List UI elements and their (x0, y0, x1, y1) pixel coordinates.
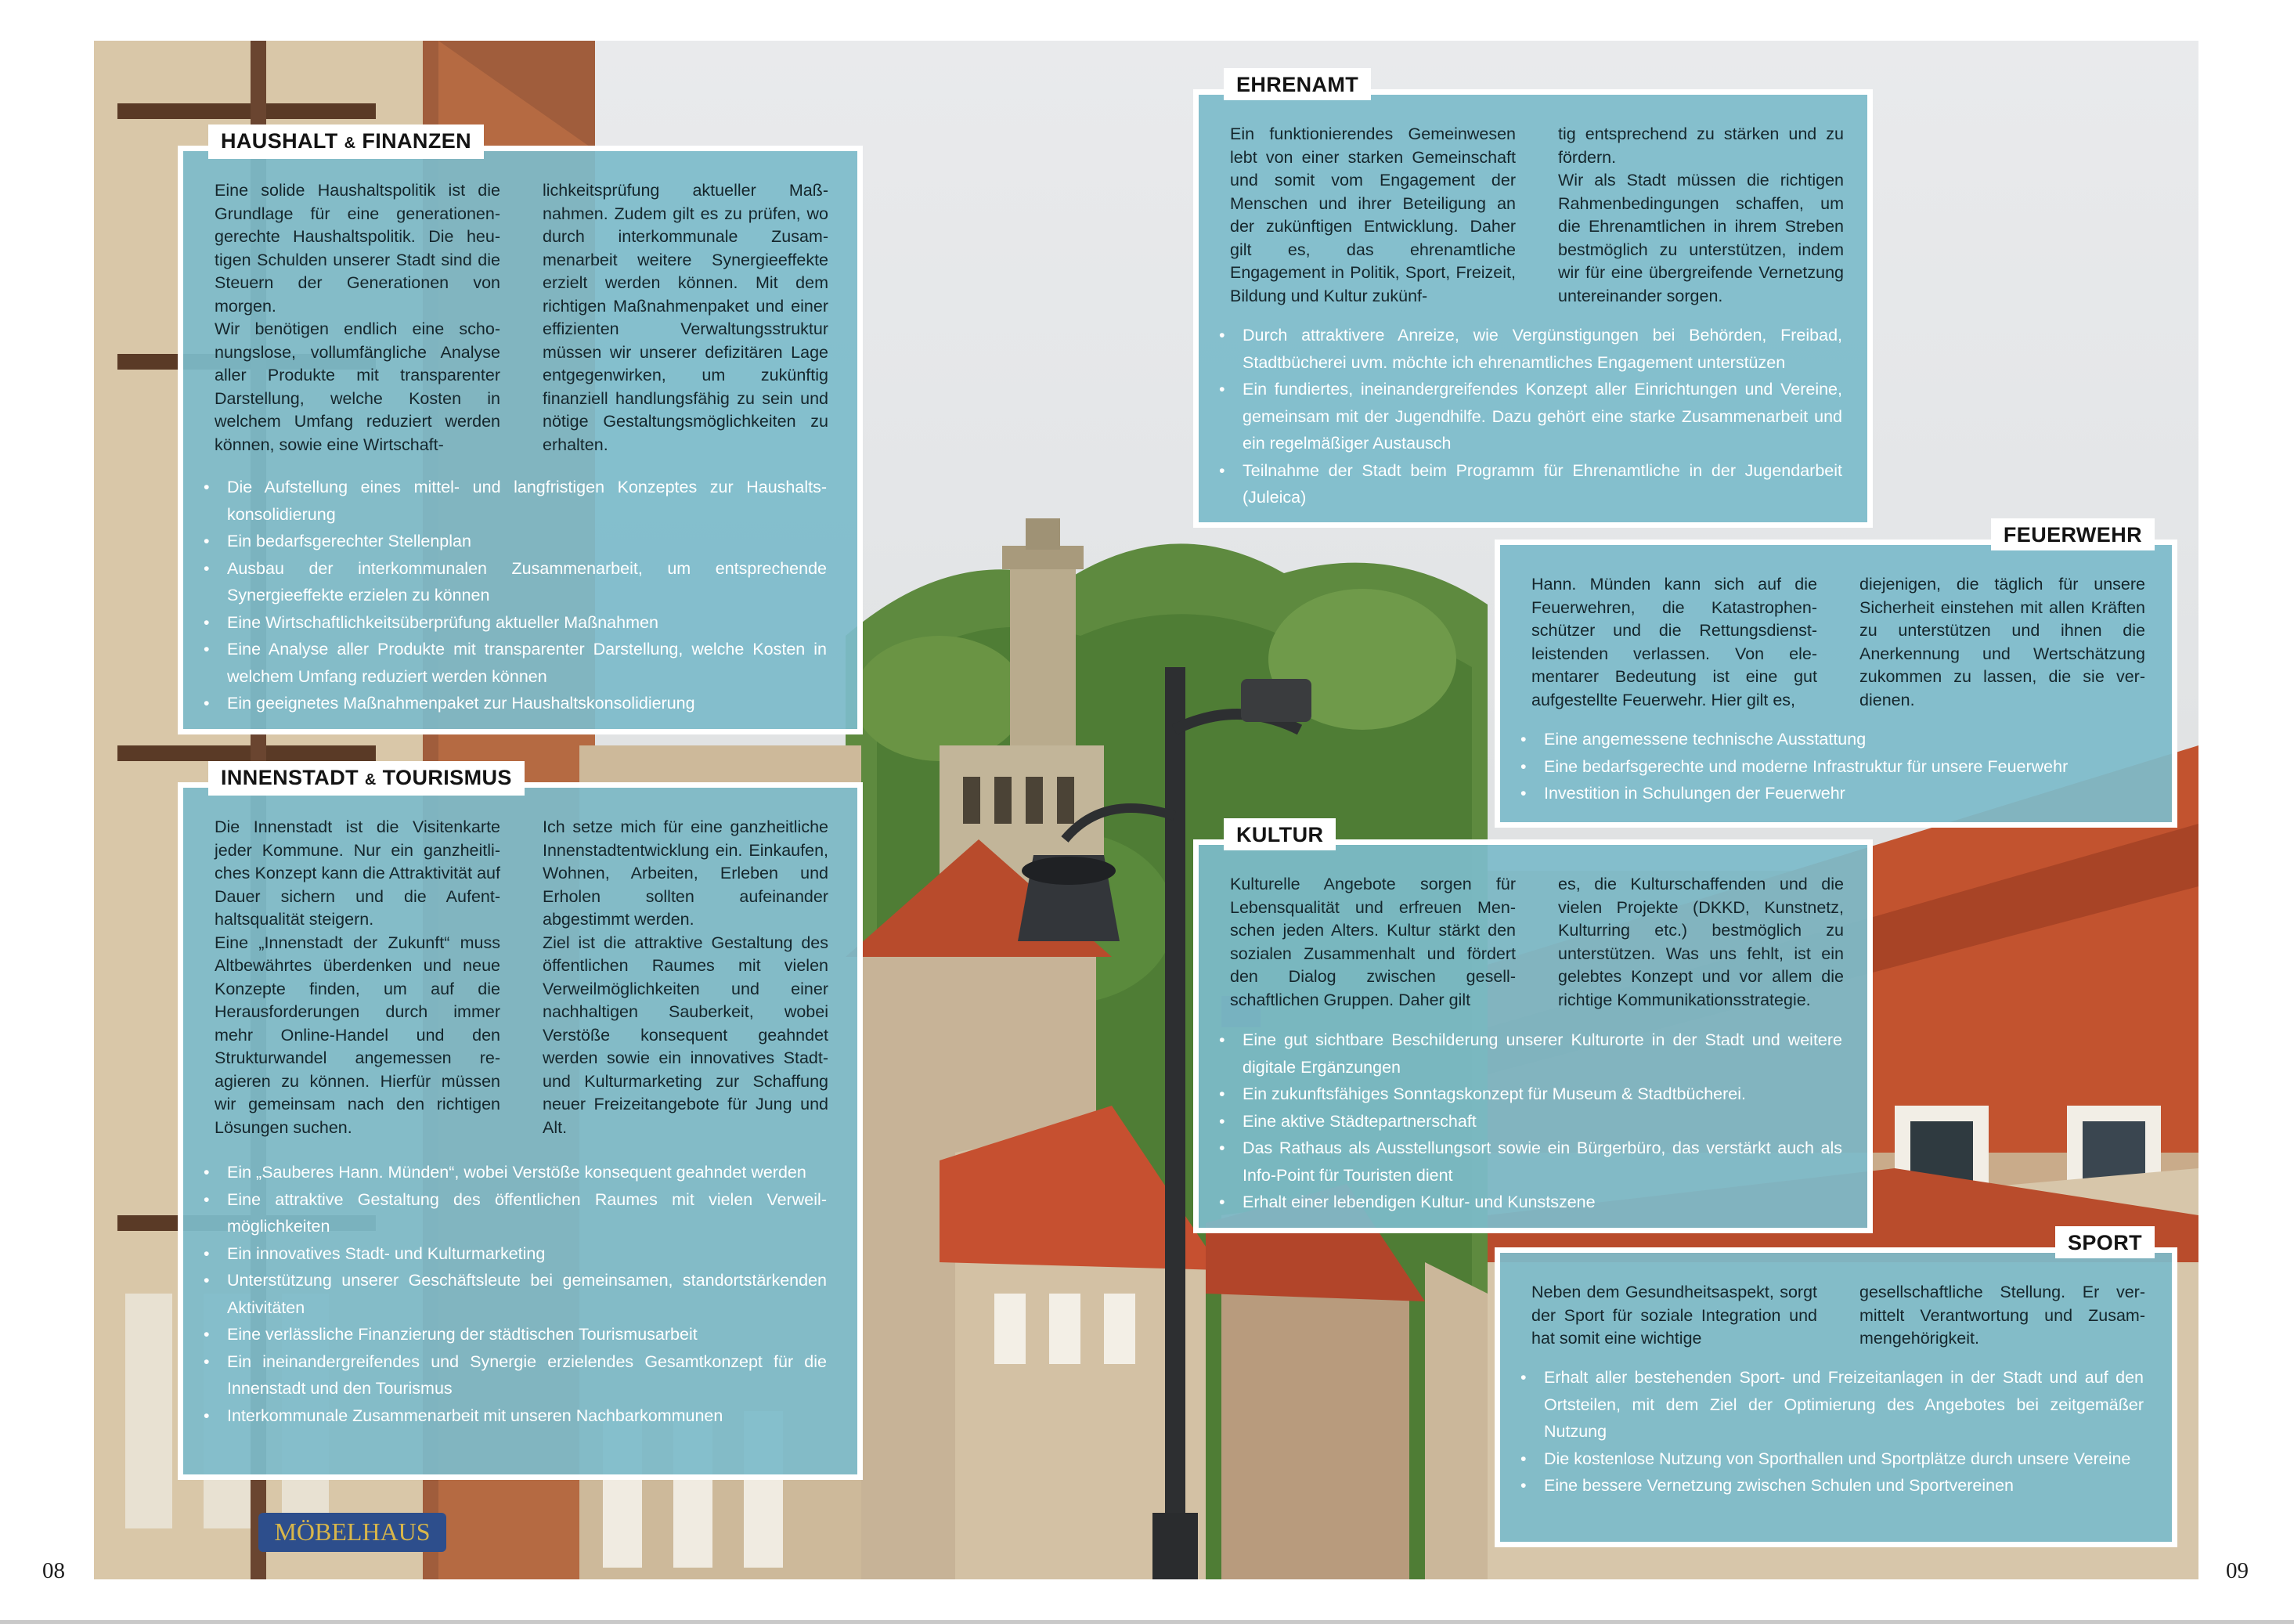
bullet-item: • Erhalt aller bestehenden Sport- und Freizeitanlagen in der Stadt und auf den Ortsteilen, mit dem Ziel der Optimierung des Angebotes bei zeitgemäßer Nutzung (1513, 1364, 2144, 1445)
text-column: Kulturelle Angebote sorgen für Lebensqualität und erfreuen Menschen jeden Alters. Kultur stärkt den sozialen Zusammenhalt und fördert den Dialog zwischen gesellschaftlichen Gruppen. Daher gilt (1230, 875, 1516, 1009)
bullet-item: • Eine verlässliche Finanzierung der städtischen Tourismusarbeit (196, 1321, 827, 1348)
bullet-item: • Eine bessere Vernetzung zwischen Schulen und Sportvereinen (1513, 1472, 2144, 1499)
section-title-innenstadt (208, 761, 525, 796)
bullet-item: • Eine gut sichtbare Beschilderung unserer Kulturorte in der Stadt und weitere digitale Ergänzungen (1211, 1027, 1842, 1081)
bullet-item: • Das Rathaus als Ausstellungsort sowie ein Bürgerbüro, das verstärkt auch als Info-Point für Touristen dient (1211, 1135, 1842, 1189)
text-column: Neben dem Gesundheitsaspekt, sorgt der Sport für soziale Integration und hat somit eine wichtige (1531, 1283, 1817, 1348)
text-column: Ein funktionierendes Gemeinwesen lebt von einer starken Gemeinschaft und somit vom Engagement der Menschen und ihrer Beteiligung an der zukünftigen Entwicklung. Daher gilt es, das ehrenamtliche Engagement in Politik, Sport, Freizeit, Bildung und Kultur zukünf- (1230, 125, 1516, 305)
bullet-item: • Ein fundiertes, ineinandergreifendes Konzept aller Einrichtungen und Vereine, gemeinsam mit der Jugendhilfe. Dazu gehört eine starke Zusammenarbeit und ein regelmäßiger Austausch (1211, 376, 1842, 457)
text-column: Hann. Münden kann sich auf die Feuerwehren, die Katastrophenschützer und die Rettungsdienstleistenden verlassen. Von elementarer Bedeutung ist eine gut aufgestellte Feuerwehr. Hier gilt es, (1531, 575, 1817, 709)
bullet-item: • Eine Analyse aller Produkte mit transparenter Darstellung, welche Kosten in welchem Umfang reduziert werden können (196, 636, 827, 690)
bullet-item: • Eine aktive Städtepartnerschaft (1211, 1108, 1842, 1135)
bottom-rule (0, 1620, 2294, 1624)
bullet-item: • Ein ineinandergreifendes und Synergie erzielendes Gesamtkonzept für die Innenstadt und den Tourismus (196, 1348, 827, 1402)
section-sport (1495, 1231, 2177, 1547)
section-title-kultur: KULTUR (1224, 818, 1336, 850)
text-column: diejenigen, die täglich für unsere Sicherheit einstehen mit allen Kräften zu unterstützen und ihnen die Anerkennung und Wertschätzung zukommen zu lassen, die sie verdienen. (1859, 575, 2145, 709)
text-column: Ich setze mich für eine ganzheitliche Innenstadtentwicklung ein. Einkaufen, Wohnen, Arbeiten, Erleben und Erholen sollten aufeinander abgestimmt werden. Ziel ist die attraktive Gestaltung des öffentlichen Raumes mit vielen Verweilmöglichkeiten und einer nachhaltigen Sauberkeit, wobei Verstöße konsequent geahndet werden sowie ein innovatives Stadt- und Kulturmarketing zur Schaffung neuer Freizeitangebote für Jung und Alt. (543, 817, 828, 1137)
section-title-ehrenamt: EHRENAMT (1224, 68, 1371, 100)
bullet-item: • Durch attraktivere Anreize, wie Vergünstigungen bei Behörden, Freibad, Stadtbücherei uvm. möchte ich ehrenamtliches Engagement unterstüzen (1211, 322, 1842, 376)
title-amp: & (364, 771, 377, 789)
bullet-item: • Die kostenlose Nutzung von Sporthallen und Sportplätze durch unsere Vereine (1513, 1445, 2144, 1473)
title-part: TOURISMUS (382, 766, 512, 789)
text-column: lichkeitsprüfung aktueller Maßnahmen. Zudem gilt es zu prüfen, wo durch interkommunale Zusammenarbeit weitere Synergieeffekte erzielt werden können. Mit dem richtigen Maßnahmenpaket und einer effizienten Verwaltungsstruktur müssen wir unserer defizitären Lage entgegenwirken, um zukünftig finanziell handlungsfähig zu sein und nötige Gestaltungsmöglichkeiten zu erhalten. (543, 181, 828, 454)
bullet-item: • Erhalt einer lebendigen Kultur- und Kunstszene (1211, 1189, 1842, 1216)
text-column: Eine solide Haushaltspolitik ist die Grundlage für eine generationengerechte Haushaltspolitik. Die heutigen Schulden unserer Stadt sind die Steuern der Generationen von morgen. Wir benötigen endlich eine schonungslose, vollumfängliche Analyse aller Produkte mit transparenter Darstellung, welche Kosten in welchem Umfang reduziert werden können, sowie eine Wirtschaft- (215, 181, 500, 454)
bullet-item: • Die Aufstellung eines mittel- und langfristigen Konzeptes zur Haushaltskonsolidierung (196, 474, 827, 528)
title-part: INNENSTADT (221, 766, 359, 789)
bullet-item: • Interkommunale Zusammenarbeit mit unseren Nachbarkommunen (196, 1402, 827, 1430)
bullet-item: • Eine attraktive Gestaltung des öffentlichen Raumes mit vielen Verweilmöglichkeiten (196, 1186, 827, 1240)
bullet-list (1211, 1027, 1842, 1216)
text-column: Die Innenstadt ist die Visitenkarte jeder Kommune. Nur ein ganzheitliches Konzept kann die Attraktivität auf Dauer sichern und die Aufenthaltsqualität steigern. Eine „Innenstadt der Zukunft“ muss Altbewährtes überdenken und neue Konzepte finden, um auf die Herausforderungen durch immer mehr Online-Handel und den Strukturwandel angemessen reagieren zu können. Hierfür müssen wir gemeinsam nach den richtigen Lösungen suchen. (215, 817, 500, 1137)
bullet-item: • Ausbau der interkommunalen Zusammenarbeit, um entsprechende Synergieeffekte erzielen zu können (196, 555, 827, 609)
title-part: FINANZEN (362, 129, 472, 153)
section-ehrenamt (1193, 73, 1873, 528)
section-title-haushalt (208, 125, 484, 159)
bullet-item: • Teilnahme der Stadt beim Programm für Ehrenamtliche in der Jugendarbeit (Juleica) (1211, 457, 1842, 511)
section-feuerwehr (1495, 523, 2177, 828)
bullet-item: • Ein geeignetes Maßnahmenpaket zur Haushaltskonsolidierung (196, 690, 827, 717)
bullet-item: • Ein „Sauberes Hann. Münden“, wobei Verstöße konsequent geahndet werden (196, 1159, 827, 1186)
bullet-item: • Ein zukunftsfähiges Sonntagskonzept für Museum & Stadtbücherei. (1211, 1081, 1842, 1108)
bullet-list (1513, 1364, 2144, 1499)
bullet-list (196, 474, 827, 717)
title-part: HAUSHALT (221, 129, 338, 153)
bullet-item: • Eine angemessene technische Ausstattung (1513, 726, 2144, 753)
title-amp: & (344, 135, 356, 152)
text-column: tig entsprechend zu stärken und zu fördern. Wir als Stadt müssen die richtigen Rahmenbedingungen schaffen, um die Ehrenamtlichen in ihrem Streben bestmöglich zu unterstützen, indem wir für eine übergreifende Vernetzung untereinander sorgen. (1558, 125, 1844, 305)
section-innenstadt-tourismus (178, 766, 863, 1480)
bullet-item: • Unterstützung unserer Geschäftsleute bei gemeinsamen, standortstärkenden Aktivitäten (196, 1267, 827, 1321)
page-number-left: 08 (42, 1558, 65, 1583)
bullet-item: • Eine bedarfsgerechte und moderne Infrastruktur für unsere Feuerwehr (1513, 753, 2144, 781)
section-kultur (1193, 823, 1873, 1233)
shop-sign-text: MÖBELHAUS (274, 1518, 431, 1546)
section-haushalt-finanzen (178, 129, 863, 734)
bullet-item: • Ein bedarfsgerechter Stellenplan (196, 528, 827, 555)
bullet-list (196, 1159, 827, 1429)
bullet-item: • Eine Wirtschaftlichkeitsüberprüfung aktueller Maßnahmen (196, 609, 827, 637)
bullet-list (1211, 322, 1842, 511)
text-column: es, die Kulturschaffenden und die vielen Projekte (DKKD, Kunstnetz, Kulturring etc.) bestmöglich zu unterstützen. Was uns fehlt, ist ein gelebtes Konzept und vor allem die richtige Kommunikationsstrategie. (1558, 875, 1844, 1009)
section-title-sport: SPORT (2055, 1226, 2155, 1258)
page-number-right: 09 (2226, 1558, 2249, 1583)
section-title-feuerwehr: FEUERWEHR (1991, 518, 2155, 550)
text-column: gesellschaftliche Stellung. Er vermittelt Verantwortung und Zusammengehörigkeit. (1859, 1283, 2145, 1348)
bullet-list (1513, 726, 2144, 807)
bullet-item: • Ein innovatives Stadt- und Kulturmarketing (196, 1240, 827, 1268)
bullet-item: • Investition in Schulungen der Feuerwehr (1513, 780, 2144, 807)
